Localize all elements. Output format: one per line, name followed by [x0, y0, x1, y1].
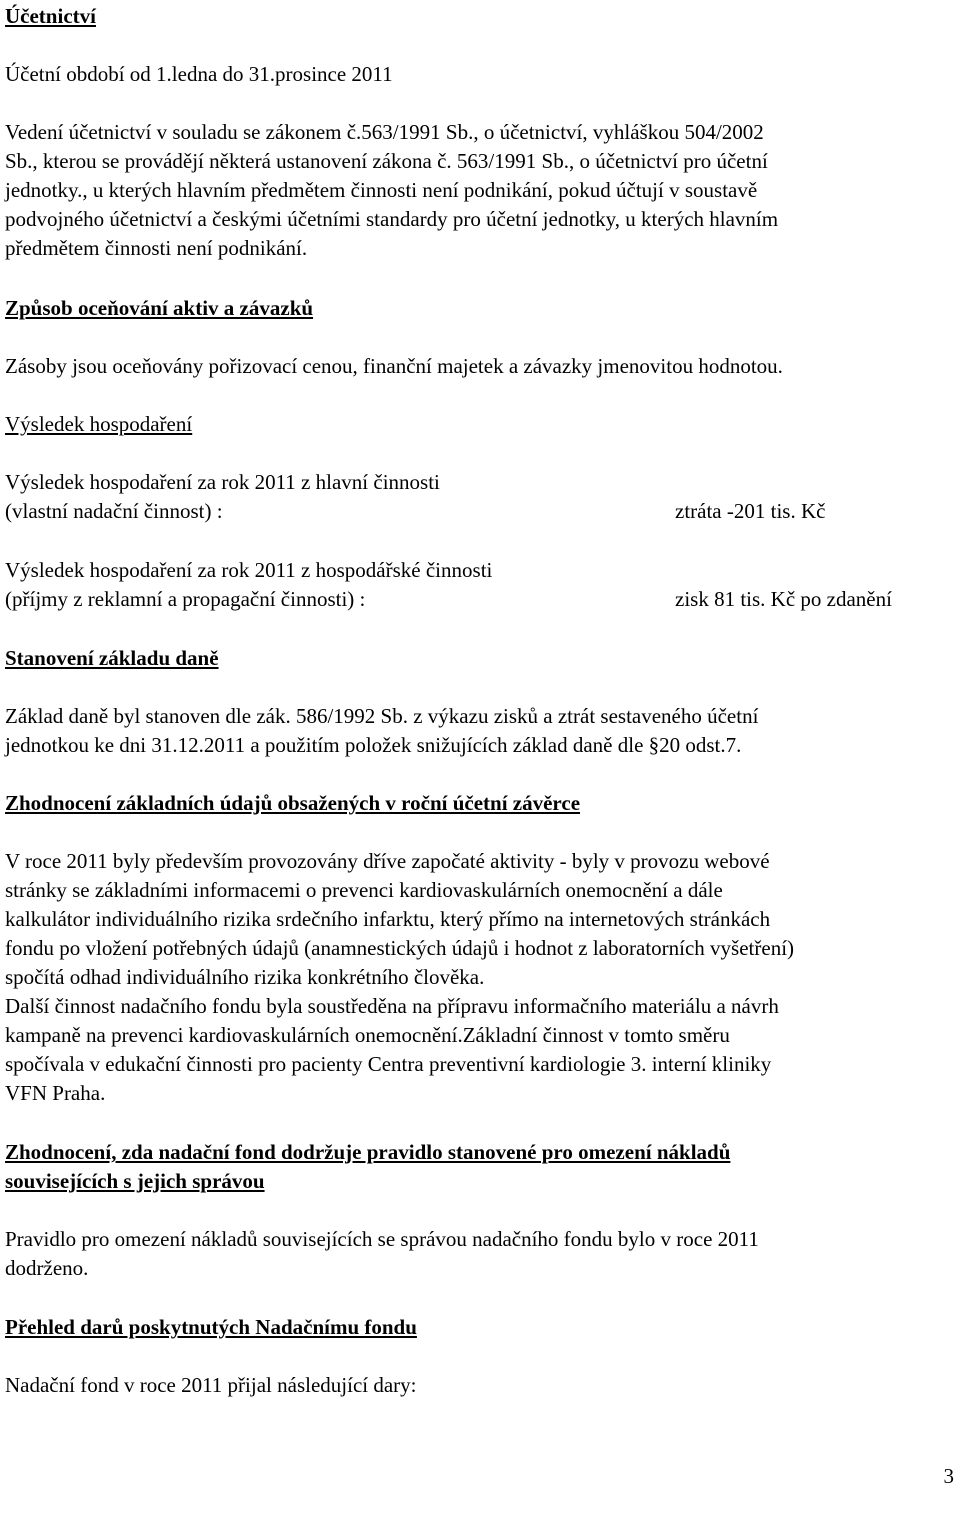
evaluation-line-2: stránky se základními informacemi o prevenci kardiovaskulárních onemocnění a dále — [5, 878, 723, 902]
section-title-result: Výsledek hospodaření — [5, 412, 193, 436]
evaluation-line-4: fondu po vložení potřebných údajů (anamnestických údajů i hodnot z laboratorních vyšetření) — [5, 936, 795, 960]
section-title-ucetnictvi: Účetnictví — [5, 4, 96, 28]
result-economic-label-1: Výsledek hospodaření za rok 2011 z hospodářské činnosti — [5, 558, 493, 582]
section-title-cost-rule-1: Zhodnocení, zda nadační fond dodržuje pravidlo stanovené pro omezení nákladů — [5, 1140, 731, 1164]
section-title-evaluation: Zhodnocení základních údajů obsažených v roční účetní závěrce — [5, 791, 581, 815]
accounting-law-line-3: jednotky., u kterých hlavním předmětem činnosti není podnikání, pokud účtují v soustavě — [5, 178, 758, 202]
accounting-law-line-4: podvojného účetnictví a českými účetními standardy pro účetní jednotky, u kterých hlavním — [5, 207, 779, 231]
section-title-cost-rule-2: souvisejících s jejich správou — [5, 1169, 265, 1193]
tax-base-line-1: Základ daně byl stanoven dle zák. 586/1992 Sb. z výkazu zisků a ztrát sestaveného účetní — [5, 704, 759, 728]
evaluation-line-8: spočívala v edukační činnosti pro pacienty Centra preventivní kardiologie 3. interní kliniky — [5, 1052, 772, 1076]
result-main-value: ztráta -201 tis. Kč — [675, 499, 826, 523]
page-number: 3 — [943, 1464, 954, 1488]
cost-rule-line-2: dodrženo. — [5, 1256, 89, 1280]
evaluation-line-9: VFN Praha. — [5, 1081, 106, 1105]
evaluation-line-3: kalkulátor individuálního rizika srdečního infarktu, který přímo na internetových stránkách — [5, 907, 771, 931]
tax-base-line-2: jednotkou ke dni 31.12.2011 a použitím položek snižujících základ daně dle §20 odst.7. — [5, 733, 742, 757]
evaluation-line-6: Další činnost nadačního fondu byla soustředěna na přípravu informačního materiálu a návrh — [5, 994, 779, 1018]
section-title-valuation: Způsob oceňování aktiv a závazků — [5, 296, 314, 320]
result-main-label-2: (vlastní nadační činnost) : — [5, 499, 223, 523]
section-title-donations: Přehled darů poskytnutých Nadačnímu fondu — [5, 1315, 417, 1339]
evaluation-line-7: kampaně na prevenci kardiovaskulárních onemocnění.Základní činnost v tomto směru — [5, 1023, 730, 1047]
evaluation-line-5: spočítá odhad individuálního rizika konkrétního člověka. — [5, 965, 485, 989]
donations-text: Nadační fond v roce 2011 přijal následující dary: — [5, 1373, 417, 1397]
result-economic-label-2: (příjmy z reklamní a propagační činnosti) : — [5, 587, 366, 611]
accounting-period: Účetní období od 1.ledna do 31.prosince 2011 — [5, 62, 393, 86]
accounting-law-line-1: Vedení účetnictví v souladu se zákonem č.563/1991 Sb., o účetnictví, vyhláškou 504/2002 — [5, 120, 764, 144]
cost-rule-line-1: Pravidlo pro omezení nákladů souvisejících se správou nadačního fondu bylo v roce 2011 — [5, 1227, 759, 1251]
valuation-text: Zásoby jsou oceňovány pořizovací cenou, finanční majetek a závazky jmenovitou hodnotou. — [5, 354, 783, 378]
section-title-tax-base: Stanovení základu daně — [5, 646, 219, 670]
accounting-law-line-5: předmětem činnosti není podnikání. — [5, 236, 308, 260]
accounting-law-line-2: Sb., kterou se provádějí některá ustanovení zákona č. 563/1991 Sb., o účetnictví pro účetní — [5, 149, 768, 173]
evaluation-line-1: V roce 2011 byly především provozovány dříve započaté aktivity - byly v provozu webové — [5, 849, 770, 873]
result-economic-value: zisk 81 tis. Kč po zdanění — [675, 587, 892, 611]
result-main-label-1: Výsledek hospodaření za rok 2011 z hlavní činnosti — [5, 470, 440, 494]
